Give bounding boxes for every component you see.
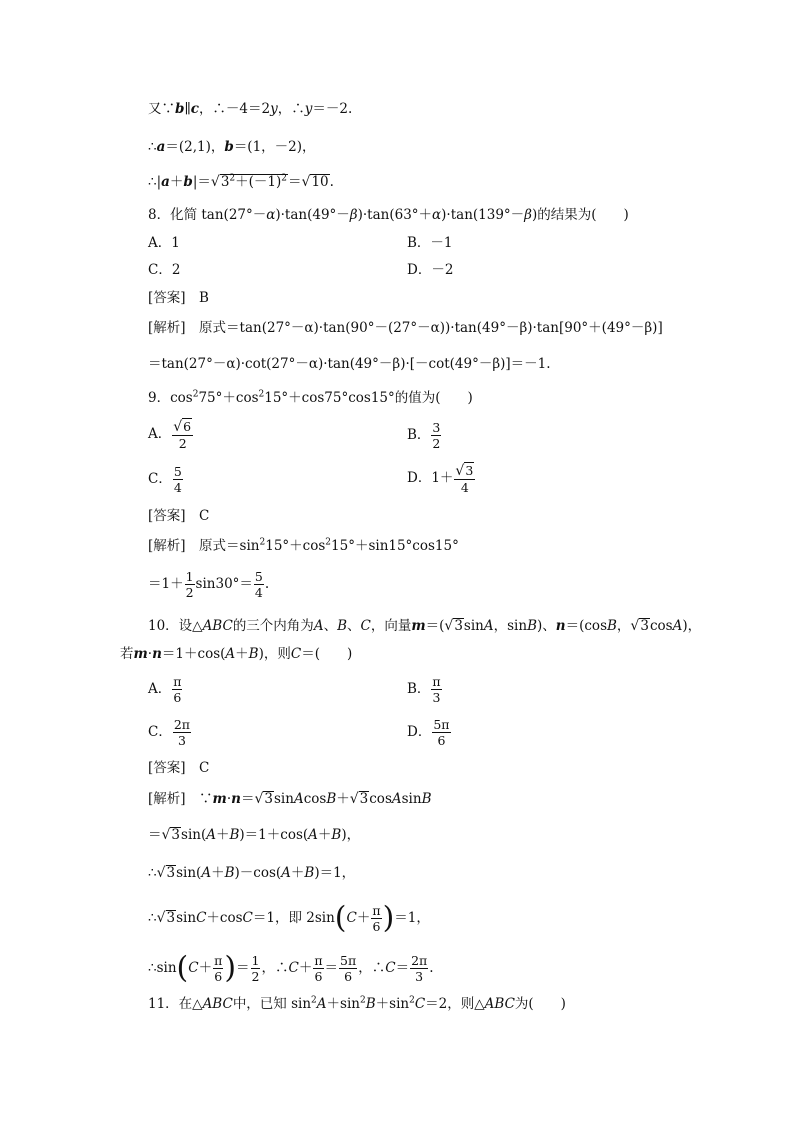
- q9-explanation-2: ＝1＋ $\frac{1}{2}$ sin30°＝ $\frac{5}{4}$ .: [148, 569, 270, 600]
- q8-explanation-1: [解析] 原式＝tan(27°－α)·tan(90°－(27°－α))·tan(49°－β)·tan[90°＋(49°－β)]: [148, 320, 663, 336]
- q10-option-a: A． $\frac{\pi}{6}$: [148, 674, 182, 705]
- solution-line-3: $\therefore|a+b|=√3^2+(-1)^2=√10$.: [148, 173, 334, 190]
- question-11-stem: 11．在△ABC中，已知 $\sin^2A+\sin^2B+\sin^2C=2$，则△ABC为( ): [148, 995, 566, 1012]
- q8-explanation-2: ＝tan(27°－α)·cot(27°－α)·tan(49°－β)·[－cot(49°－β)]＝－1.: [148, 356, 551, 372]
- q9-option-b: B． $\frac{3}{2}$: [407, 420, 441, 451]
- sqrt-icon: √: [301, 174, 311, 190]
- q10-answer: [答案] C: [148, 760, 210, 776]
- q10-explanation-4: ∴√3sinC＋cosC＝1，即 2sin(C＋ $\frac{\pi}{6}$ )＝1，: [148, 900, 430, 936]
- sqrt-icon: √: [349, 791, 359, 807]
- sqrt-icon: √: [156, 910, 166, 926]
- solution-line-1: 又∵b∥c，∴－4＝2y，∴y＝－2.: [148, 101, 353, 117]
- q8-option-b: B．－1: [407, 235, 453, 251]
- q10-explanation-1: [解析] ∵m·n＝√3sinAcosB＋√3cosAsinB: [148, 791, 432, 807]
- q9-option-d: D．1＋ $\frac{√3}{4}$: [407, 463, 474, 495]
- sqrt-icon: √: [173, 419, 183, 435]
- q10-explanation-5: ∴sin(C＋ $\frac{\pi}{6}$ )＝ $\frac{1}{2}$ ，∴C＋ $\frac{\pi}{6}$ ＝ $\frac{5\pi}{6}$ ，∴C＝ $\frac{2\pi}{3}$ .: [148, 950, 434, 986]
- q8-answer: [答案] B: [148, 290, 209, 306]
- question-10-stem-2: 若m·n＝1＋cos(A＋B)，则C＝( ): [120, 646, 353, 662]
- q8-option-d: D．－2: [407, 262, 454, 278]
- q10-explanation-3: ∴√3sin(A＋B)－cos(A＋B)＝1，: [148, 865, 356, 881]
- sqrt-icon: √: [254, 791, 264, 807]
- q10-option-b: B． $\frac{\pi}{3}$: [407, 674, 441, 705]
- sqrt-icon: √: [156, 865, 166, 881]
- solution-line-2: ∴a＝(2,1)，b＝(1，－2)，: [148, 139, 316, 155]
- q10-explanation-2: ＝√3sin(A＋B)＝1＋cos(A＋B)，: [148, 827, 361, 843]
- question-9-stem: 9．$\cos^275^\circ+\cos^215^\circ+\cos 75^\circ\cos 15^\circ$的值为( ): [148, 389, 473, 406]
- q9-option-c: C． $\frac{5}{4}$: [148, 464, 182, 495]
- question-8-stem: 8．化简 tan(27°－α)·tan(49°－β)·tan(63°＋α)·tan(139°－β)的结果为( ): [148, 207, 629, 223]
- q8-option-a: A．1: [148, 235, 180, 251]
- sqrt-icon: √: [444, 618, 454, 634]
- sqrt-icon: √: [455, 463, 465, 479]
- question-10-stem-1: 10．设△ABC的三个内角为A、B、C，向量m＝(√3sinA，sinB)、n＝(cosB，√3cosA)，: [148, 618, 702, 634]
- sqrt-icon: √: [630, 618, 640, 634]
- sqrt-icon: √: [210, 174, 220, 190]
- sqrt-icon: √: [161, 827, 171, 843]
- q9-answer: [答案] C: [148, 508, 210, 524]
- q10-option-d: D． $\frac{5\pi}{6}$: [407, 717, 450, 748]
- q10-option-c: C． $\frac{2\pi}{3}$: [148, 717, 191, 748]
- q9-explanation-1: [解析] 原式$=\sin^215^\circ+\cos^215^\circ+\sin 15^\circ\cos 15^\circ$: [148, 537, 459, 554]
- q9-option-a: A． $\frac{√6}{2}$: [148, 419, 192, 451]
- q8-option-c: C．2: [148, 262, 181, 278]
